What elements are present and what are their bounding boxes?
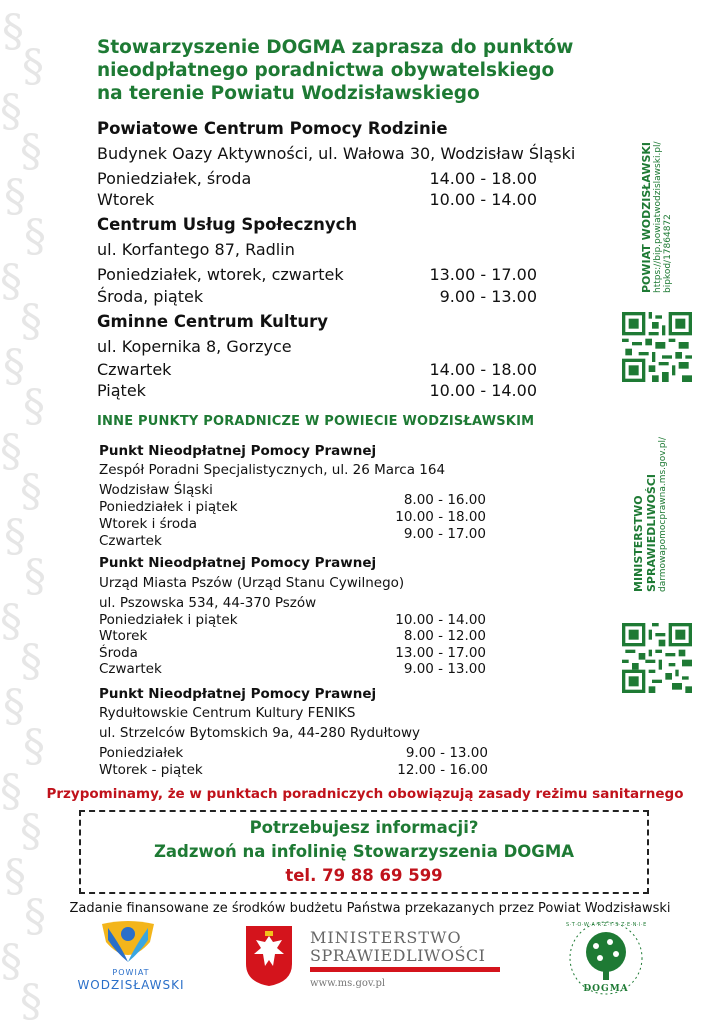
- powiat-vertical-code: bipkod/17864872: [663, 214, 673, 293]
- powiat-logo-line-2: WODZISŁAWSKI: [77, 978, 185, 992]
- hours-days: Poniedziałek i piątek: [99, 499, 238, 515]
- location-address: Budynek Oazy Aktywności, ul. Wałowa 30, Wodzisław Śląski: [97, 144, 576, 163]
- hours-days: Czwartek: [97, 360, 172, 379]
- ministry-vertical-url[interactable]: darmowapomocprawna.ms.gov.pl/: [658, 437, 668, 592]
- hours-time: 12.00 - 16.00: [397, 762, 488, 778]
- hours-time: 10.00 - 18.00: [395, 509, 486, 525]
- dogma-logo-ring: S·T·O·W·A·R·Z·Y·S·Z·E·N·I·E: [566, 922, 647, 928]
- page-title: [97, 36, 617, 105]
- location-name: Powiatowe Centrum Pomocy Rodzinie: [97, 119, 448, 138]
- point-address: Wodzisław Śląski: [99, 482, 213, 498]
- hours-days: Środa: [99, 645, 138, 661]
- point-name: Punkt Nieodpłatnej Pomocy Prawnej: [99, 555, 377, 571]
- hours-time: 10.00 - 14.00: [395, 612, 486, 628]
- hours-days: Poniedziałek i piątek: [99, 612, 238, 628]
- hours-time: 14.00 - 18.00: [429, 169, 537, 188]
- polish-eagle-emblem-icon: [244, 924, 294, 988]
- funding-note: Zadanie finansowane ze środków budżetu Państwa przekazanych przez Powiat Wodzisławski: [69, 901, 671, 916]
- hours-time: 9.00 - 13.00: [405, 745, 488, 761]
- hours-days: Poniedziałek: [99, 745, 184, 761]
- powiat-logo-line-1: POWIAT: [112, 968, 150, 977]
- hours-time: 14.00 - 18.00: [429, 360, 537, 379]
- powiat-vertical-title: POWIAT WODZISŁAWSKI: [640, 142, 653, 293]
- location-address: ul. Korfantego 87, Radlin: [97, 240, 295, 259]
- dogma-logo-name: DOGMA: [583, 984, 629, 994]
- hours-time: 9.00 - 13.00: [403, 661, 486, 677]
- powiat-vertical-url[interactable]: https://bip.powiatwodzislawski.pl/: [653, 141, 663, 293]
- hours-days: Środa, piątek: [97, 287, 204, 306]
- hours-time: 13.00 - 17.00: [429, 265, 537, 284]
- ministry-logo-line-1: MINISTERSTWO: [310, 928, 462, 947]
- ministry-qr-code-icon: [622, 623, 692, 693]
- ministry-logo-stripe: [310, 967, 500, 972]
- hours-days: Wtorek i środa: [99, 516, 198, 532]
- hours-days: Poniedziałek, środa: [97, 169, 252, 188]
- point-name: Punkt Nieodpłatnej Pomocy Prawnej: [99, 686, 377, 702]
- hours-time: 10.00 - 14.00: [429, 190, 537, 209]
- hours-time: 9.00 - 13.00: [439, 287, 537, 306]
- hours-days: Piątek: [97, 381, 146, 400]
- ministry-logo-url: www.ms.gov.pl: [310, 978, 386, 989]
- dogma-logo: [566, 920, 646, 1000]
- point-address: Rydułtowskie Centrum Kultury FENIKS: [99, 705, 356, 721]
- hours-days: Czwartek: [99, 533, 162, 549]
- point-address: Urząd Miasta Pszów (Urząd Stanu Cywilnego): [99, 575, 405, 591]
- ministry-vertical-title-2: SPRAWIEDLIWOŚCI: [645, 473, 658, 592]
- ministry-vertical-block: [632, 437, 668, 592]
- powiat-qr-code-icon: [622, 312, 692, 382]
- hours-days: Wtorek: [99, 628, 148, 644]
- hours-days: Wtorek - piątek: [99, 762, 203, 778]
- powiat-vertical-block: [640, 141, 673, 293]
- infobox-question: Potrzebujesz informacji?: [249, 818, 479, 837]
- location-address: ul. Kopernika 8, Gorzyce: [97, 337, 292, 356]
- other-points-heading: INNE PUNKTY PORADNICZE W POWIECIE WODZISŁAWSKIM: [97, 414, 535, 429]
- hours-time: 8.00 - 12.00: [403, 628, 486, 644]
- ministry-logo-line-2: SPRAWIEDLIWOŚCI: [310, 946, 486, 965]
- point-address: ul. Pszowska 534, 44-370 Pszów: [99, 595, 317, 611]
- hours-time: 9.00 - 17.00: [403, 526, 486, 542]
- hours-days: Wtorek: [97, 190, 155, 209]
- location-name: Centrum Usług Społecznych: [97, 215, 358, 234]
- powiat-emblem-icon: [98, 918, 158, 968]
- infobox-phone[interactable]: tel. 79 88 69 599: [285, 866, 443, 885]
- location-name: Gminne Centrum Kultury: [97, 312, 328, 331]
- paragraph-pattern-strip: § § § § § § § § § § § § § § § § § § § § § § § §: [0, 6, 46, 1024]
- ministry-vertical-title-1: MINISTERSTWO: [632, 495, 645, 592]
- hours-time: 8.00 - 16.00: [403, 492, 486, 508]
- title-line-3: na terenie Powiatu Wodzisławskiego: [97, 83, 480, 104]
- point-name: Punkt Nieodpłatnej Pomocy Prawnej: [99, 443, 377, 459]
- hours-days: Czwartek: [99, 661, 162, 677]
- point-address: ul. Strzelców Bytomskich 9a, 44-280 Rydułtowy: [99, 725, 421, 741]
- infobox-call: Zadzwoń na infolinię Stowarzyszenia DOGMA: [153, 842, 575, 861]
- hours-days: Poniedziałek, wtorek, czwartek: [97, 265, 344, 284]
- hours-time: 10.00 - 14.00: [429, 381, 537, 400]
- title-line-1: Stowarzyszenie DOGMA zaprasza do punktów: [97, 37, 574, 58]
- hours-time: 13.00 - 17.00: [395, 645, 486, 661]
- title-line-2: nieodpłatnego poradnictwa obywatelskiego: [97, 60, 555, 81]
- point-address: Zespół Poradni Specjalistycznych, ul. 26 Marca 164: [99, 462, 446, 478]
- ministry-logo: [244, 924, 504, 996]
- powiat-logo: [76, 918, 186, 998]
- sanitary-reminder: Przypominamy, że w punktach poradniczych obowiązują zasady reżimu sanitarnego: [46, 786, 684, 802]
